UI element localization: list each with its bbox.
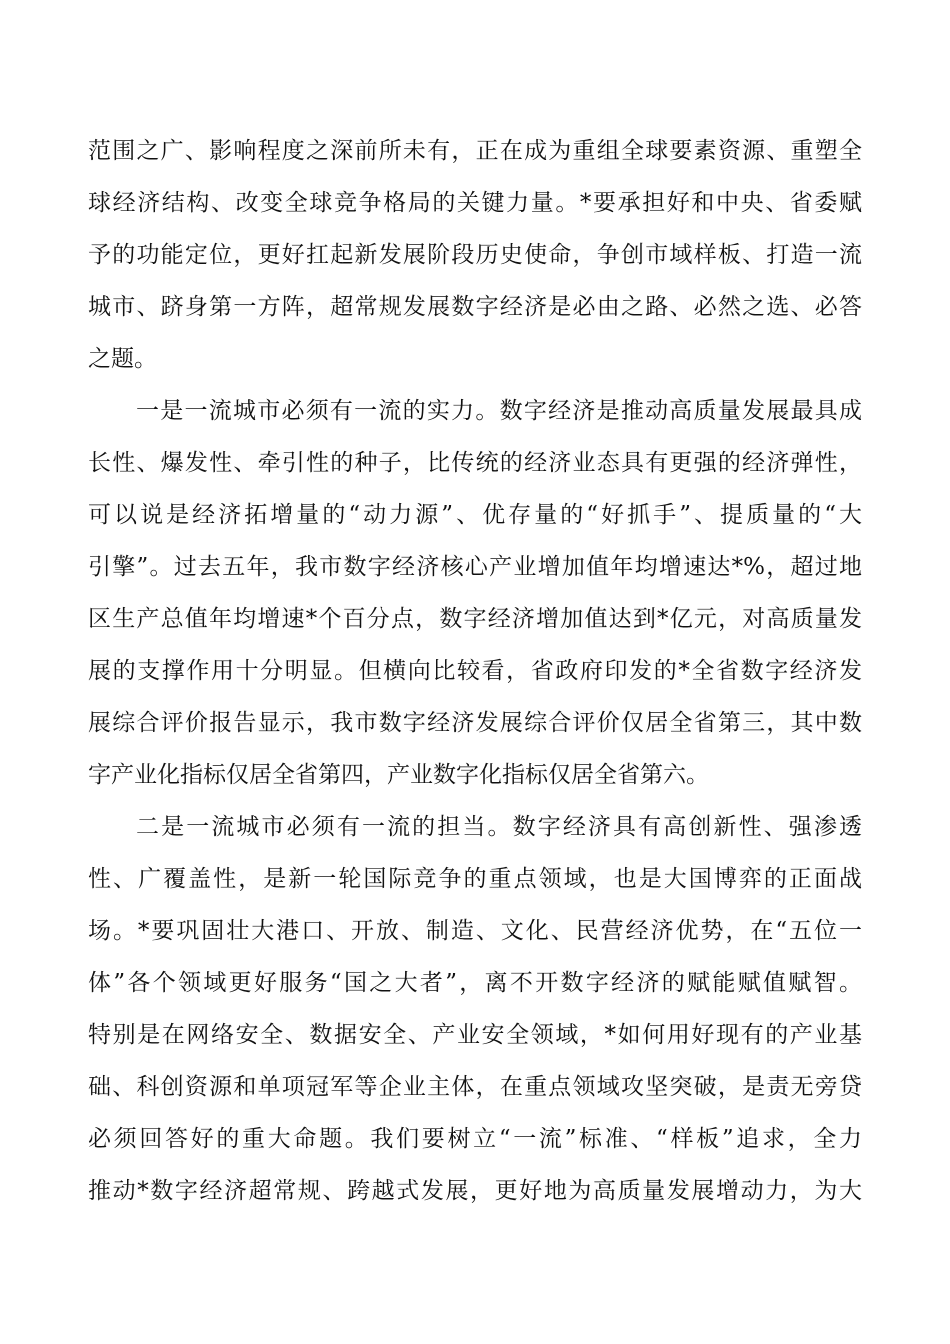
text-line: 字产业化指标仅居全省第四，产业数字化指标仅居全省第六。: [88, 762, 709, 788]
text-line: 推动*数字经济超常规、跨越式发展，更好地为高质量发展增动力，为大: [88, 1178, 862, 1204]
text-line: 体”各个领域更好服务“国之大者”，离不开数字经济的赋能赋值赋智。: [88, 970, 862, 996]
text-line: 特别是在网络安全、数据安全、产业安全领域，*如何用好现有的产业基: [88, 1022, 862, 1048]
text-line: 场。*要巩固壮大港口、开放、制造、文化、民营经济优势，在“五位一: [88, 918, 862, 944]
text-line: 二是一流城市必须有一流的担当。数字经济具有高创新性、强渗透: [136, 814, 862, 840]
text-line: 展的支撑作用十分明显。但横向比较看，省政府印发的*全省数字经济发: [88, 658, 862, 684]
text-line: 城市、跻身第一方阵，超常规发展数字经济是必由之路、必然之选、必答: [88, 294, 862, 320]
text-line: 引擎”。过去五年，我市数字经济核心产业增加值年均增速达*%，超过地: [88, 554, 862, 580]
text-line: 一是一流城市必须有一流的实力。数字经济是推动高质量发展最具成: [136, 398, 862, 424]
text-line: 性、广覆盖性，是新一轮国际竞争的重点领域，也是大国博弈的正面战: [88, 866, 862, 892]
text-line: 础、科创资源和单项冠军等企业主体，在重点领域攻坚突破，是责无旁贷: [88, 1074, 862, 1100]
text-line: 必须回答好的重大命题。我们要树立“一流”标准、“样板”追求，全力: [88, 1126, 862, 1152]
text-line: 予的功能定位，更好扛起新发展阶段历史使命，争创市域样板、打造一流: [88, 242, 862, 268]
text-line: 区生产总值年均增速*个百分点，数字经济增加值达到*亿元，对高质量发: [88, 606, 862, 632]
text-line: 展综合评价报告显示，我市数字经济发展综合评价仅居全省第三，其中数: [88, 710, 862, 736]
text-line: 长性、爆发性、牵引性的种子，比传统的经济业态具有更强的经济弹性，: [88, 450, 862, 476]
text-line: 球经济结构、改变全球竞争格局的关键力量。*要承担好和中央、省委赋: [88, 190, 862, 216]
text-line: 范围之广、影响程度之深前所未有，正在成为重组全球要素资源、重塑全: [88, 138, 862, 164]
text-line: 可以说是经济拓增量的“动力源”、优存量的“好抓手”、提质量的“大: [88, 502, 862, 528]
text-line: 之题。: [88, 346, 157, 372]
